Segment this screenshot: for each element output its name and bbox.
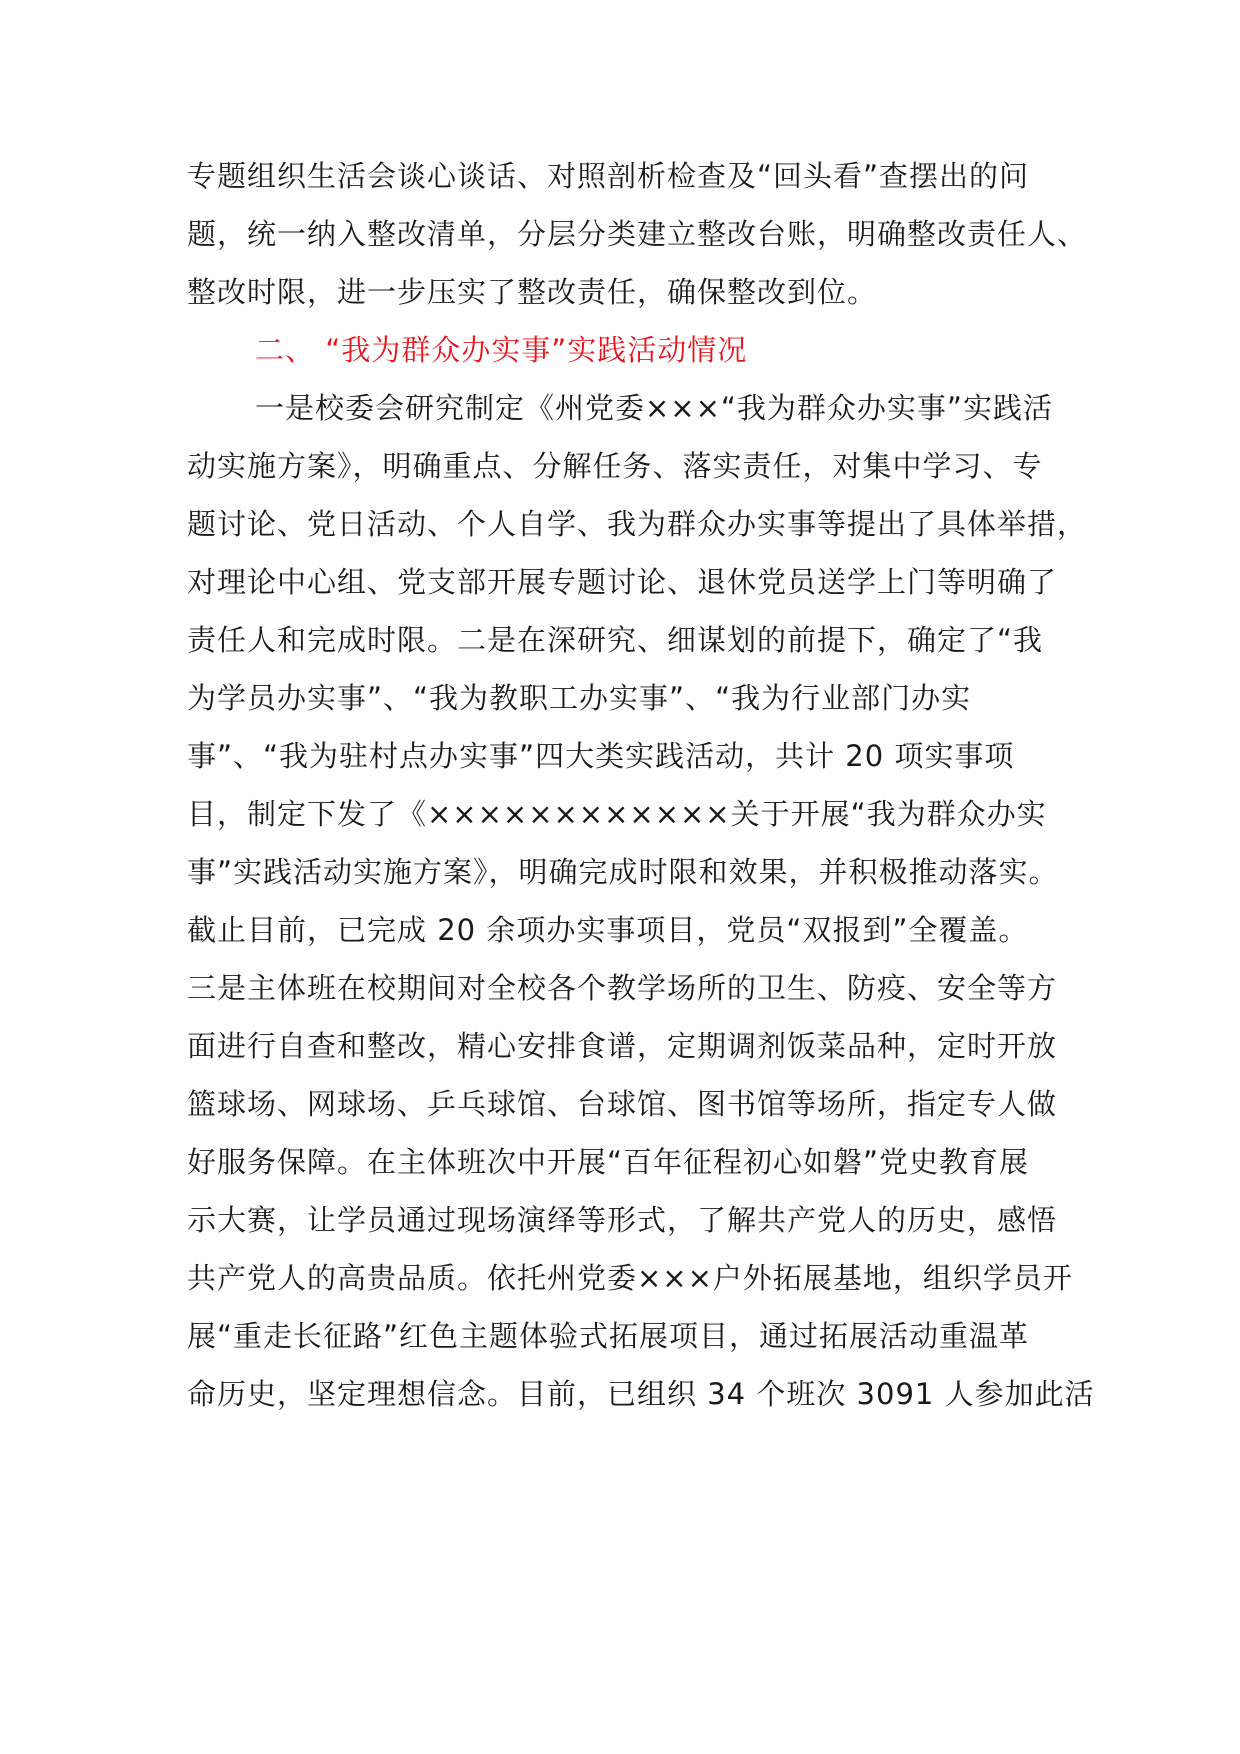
text-line: 事”、“我为驻村点办实事”四大类实践活动，共计 20 项实事项: [187, 739, 1015, 773]
text-line: 责任人和完成时限。二是在深研究、细谋划的前提下，确定了“我: [187, 623, 1044, 657]
text-line: 截止目前，已完成 20 余项办实事项目，党员“双报到”全覆盖。: [187, 913, 1029, 947]
text-line: 命历史，坚定理想信念。目前，已组织 34 个班次 3091 人参加此活: [187, 1377, 1095, 1411]
text-line: 三是主体班在校期间对全校各个教学场所的卫生、防疫、安全等方: [187, 971, 1058, 1005]
text-line: 动实施方案》，明确重点、分解任务、落实责任，对集中学习、专: [187, 449, 1043, 483]
text-line: 目，制定下发了《××××××××××××关于开展“我为群众办实: [187, 797, 1047, 831]
text-line: 共产党人的高贵品质。依托州党委×××户外拓展基地，组织学员开: [187, 1261, 1073, 1295]
text-line: 题，统一纳入整改清单，分层分类建立整改台账，明确整改责任人、: [187, 217, 1088, 251]
text-line: 面进行自查和整改，精心安排食谱，定期调剂饭菜品种，定时开放: [187, 1029, 1058, 1063]
text-line: 对理论中心组、党支部开展专题讨论、退休党员送学上门等明确了: [187, 565, 1058, 599]
text-line: 事”实践活动实施方案》，明确完成时限和效果，并积极推动落实。: [187, 855, 1059, 889]
text-line: 一是校委会研究制定《州党委×××“我为群众办实事”实践活: [255, 391, 1053, 425]
text-line: 整改时限，进一步压实了整改责任，确保整改到位。: [187, 275, 878, 309]
text-line: 题讨论、党日活动、个人自学、我为群众办实事等提出了具体举措，: [187, 507, 1088, 541]
text-line: 篮球场、网球场、乒乓球馆、台球馆、图书馆等场所，指定专人做: [187, 1087, 1058, 1121]
text-line: 为学员办实事”、“我为教职工办实事”、“我为行业部门办实: [187, 681, 972, 715]
text-line: 好服务保障。在主体班次中开展“百年征程初心如磐”党史教育展: [187, 1145, 1030, 1179]
text-line: 展“重走长征路”红色主题体验式拓展项目，通过拓展活动重温革: [187, 1319, 1030, 1353]
text-line: 示大赛，让学员通过现场演绎等形式，了解共产党人的历史，感悟: [187, 1203, 1058, 1237]
section-heading: 二、 “我为群众办实事”实践活动情况: [255, 333, 748, 367]
text-line: 专题组织生活会谈心谈话、对照剖析检查及“回头看”查摆出的问: [187, 159, 1030, 193]
